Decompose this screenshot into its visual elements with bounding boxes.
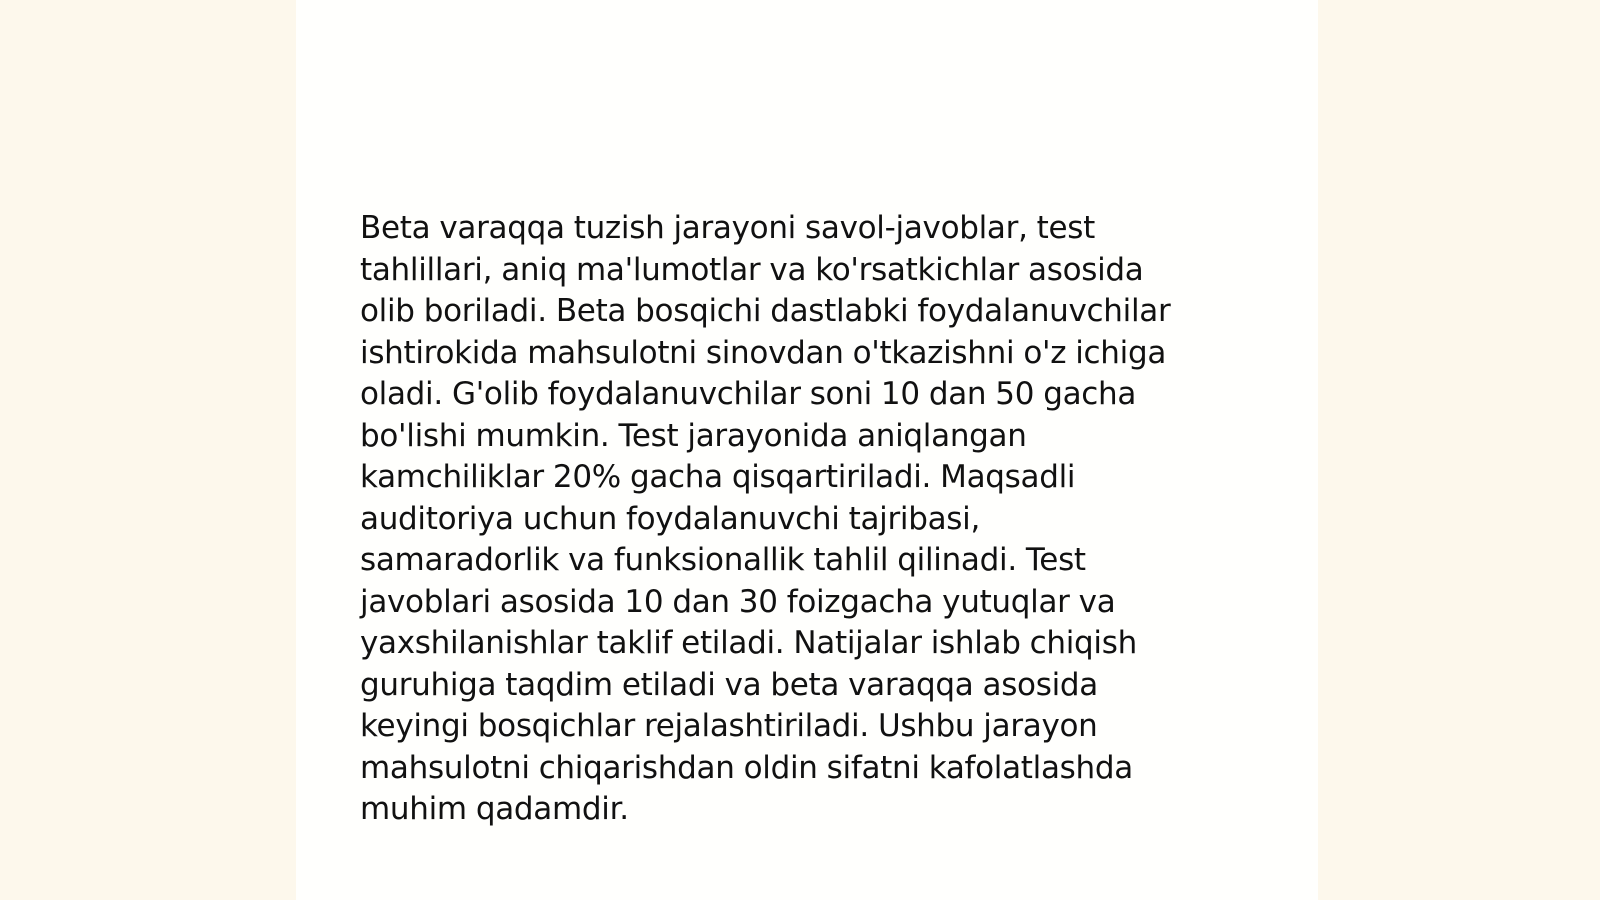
paragraph-line: kamchiliklar 20% gacha qisqartiriladi. Maqsadli [360,459,1076,495]
paragraph-line: tahlillari, aniq ma'lumotlar va ko'rsatkichlar asosida [360,251,1144,288]
body-paragraph [360,208,1248,831]
paragraph-line: mahsulotni chiqarishdan oldin sifatni kafolatlashda [360,749,1133,786]
paragraph-line: guruhiga taqdim etiladi va beta varaqqa asosida [360,666,1098,703]
paragraph-line: yaxshilanishlar taklif etiladi. Natijalar ishlab chiqish [360,625,1137,661]
paragraph-line: muhim qadamdir. [360,791,629,827]
paragraph-line: auditoriya uchun foydalanuvchi tajribasi, [360,500,981,537]
paragraph-line: bo'lishi mumkin. Test jarayonida aniqlangan [360,417,1027,454]
paragraph-line: olib boriladi. Beta bosqichi dastlabki foydalanuvchilar [360,293,1171,329]
paragraph-line: samaradorlik va funksionallik tahlil qilinadi. Test [360,542,1086,578]
paragraph-line: javoblari asosida 10 dan 30 foizgacha yutuqlar va [360,583,1116,620]
document-page [296,0,1318,900]
paragraph-line: ishtirokida mahsulotni sinovdan o'tkazishni o'z ichiga [360,334,1167,371]
paragraph-line: keyingi bosqichlar rejalashtiriladi. Ushbu jarayon [360,708,1098,744]
paragraph-line: Beta varaqqa tuzish jarayoni savol-javoblar, test [360,210,1096,246]
paragraph-line: oladi. G'olib foydalanuvchilar soni 10 dan 50 gacha [360,376,1137,412]
